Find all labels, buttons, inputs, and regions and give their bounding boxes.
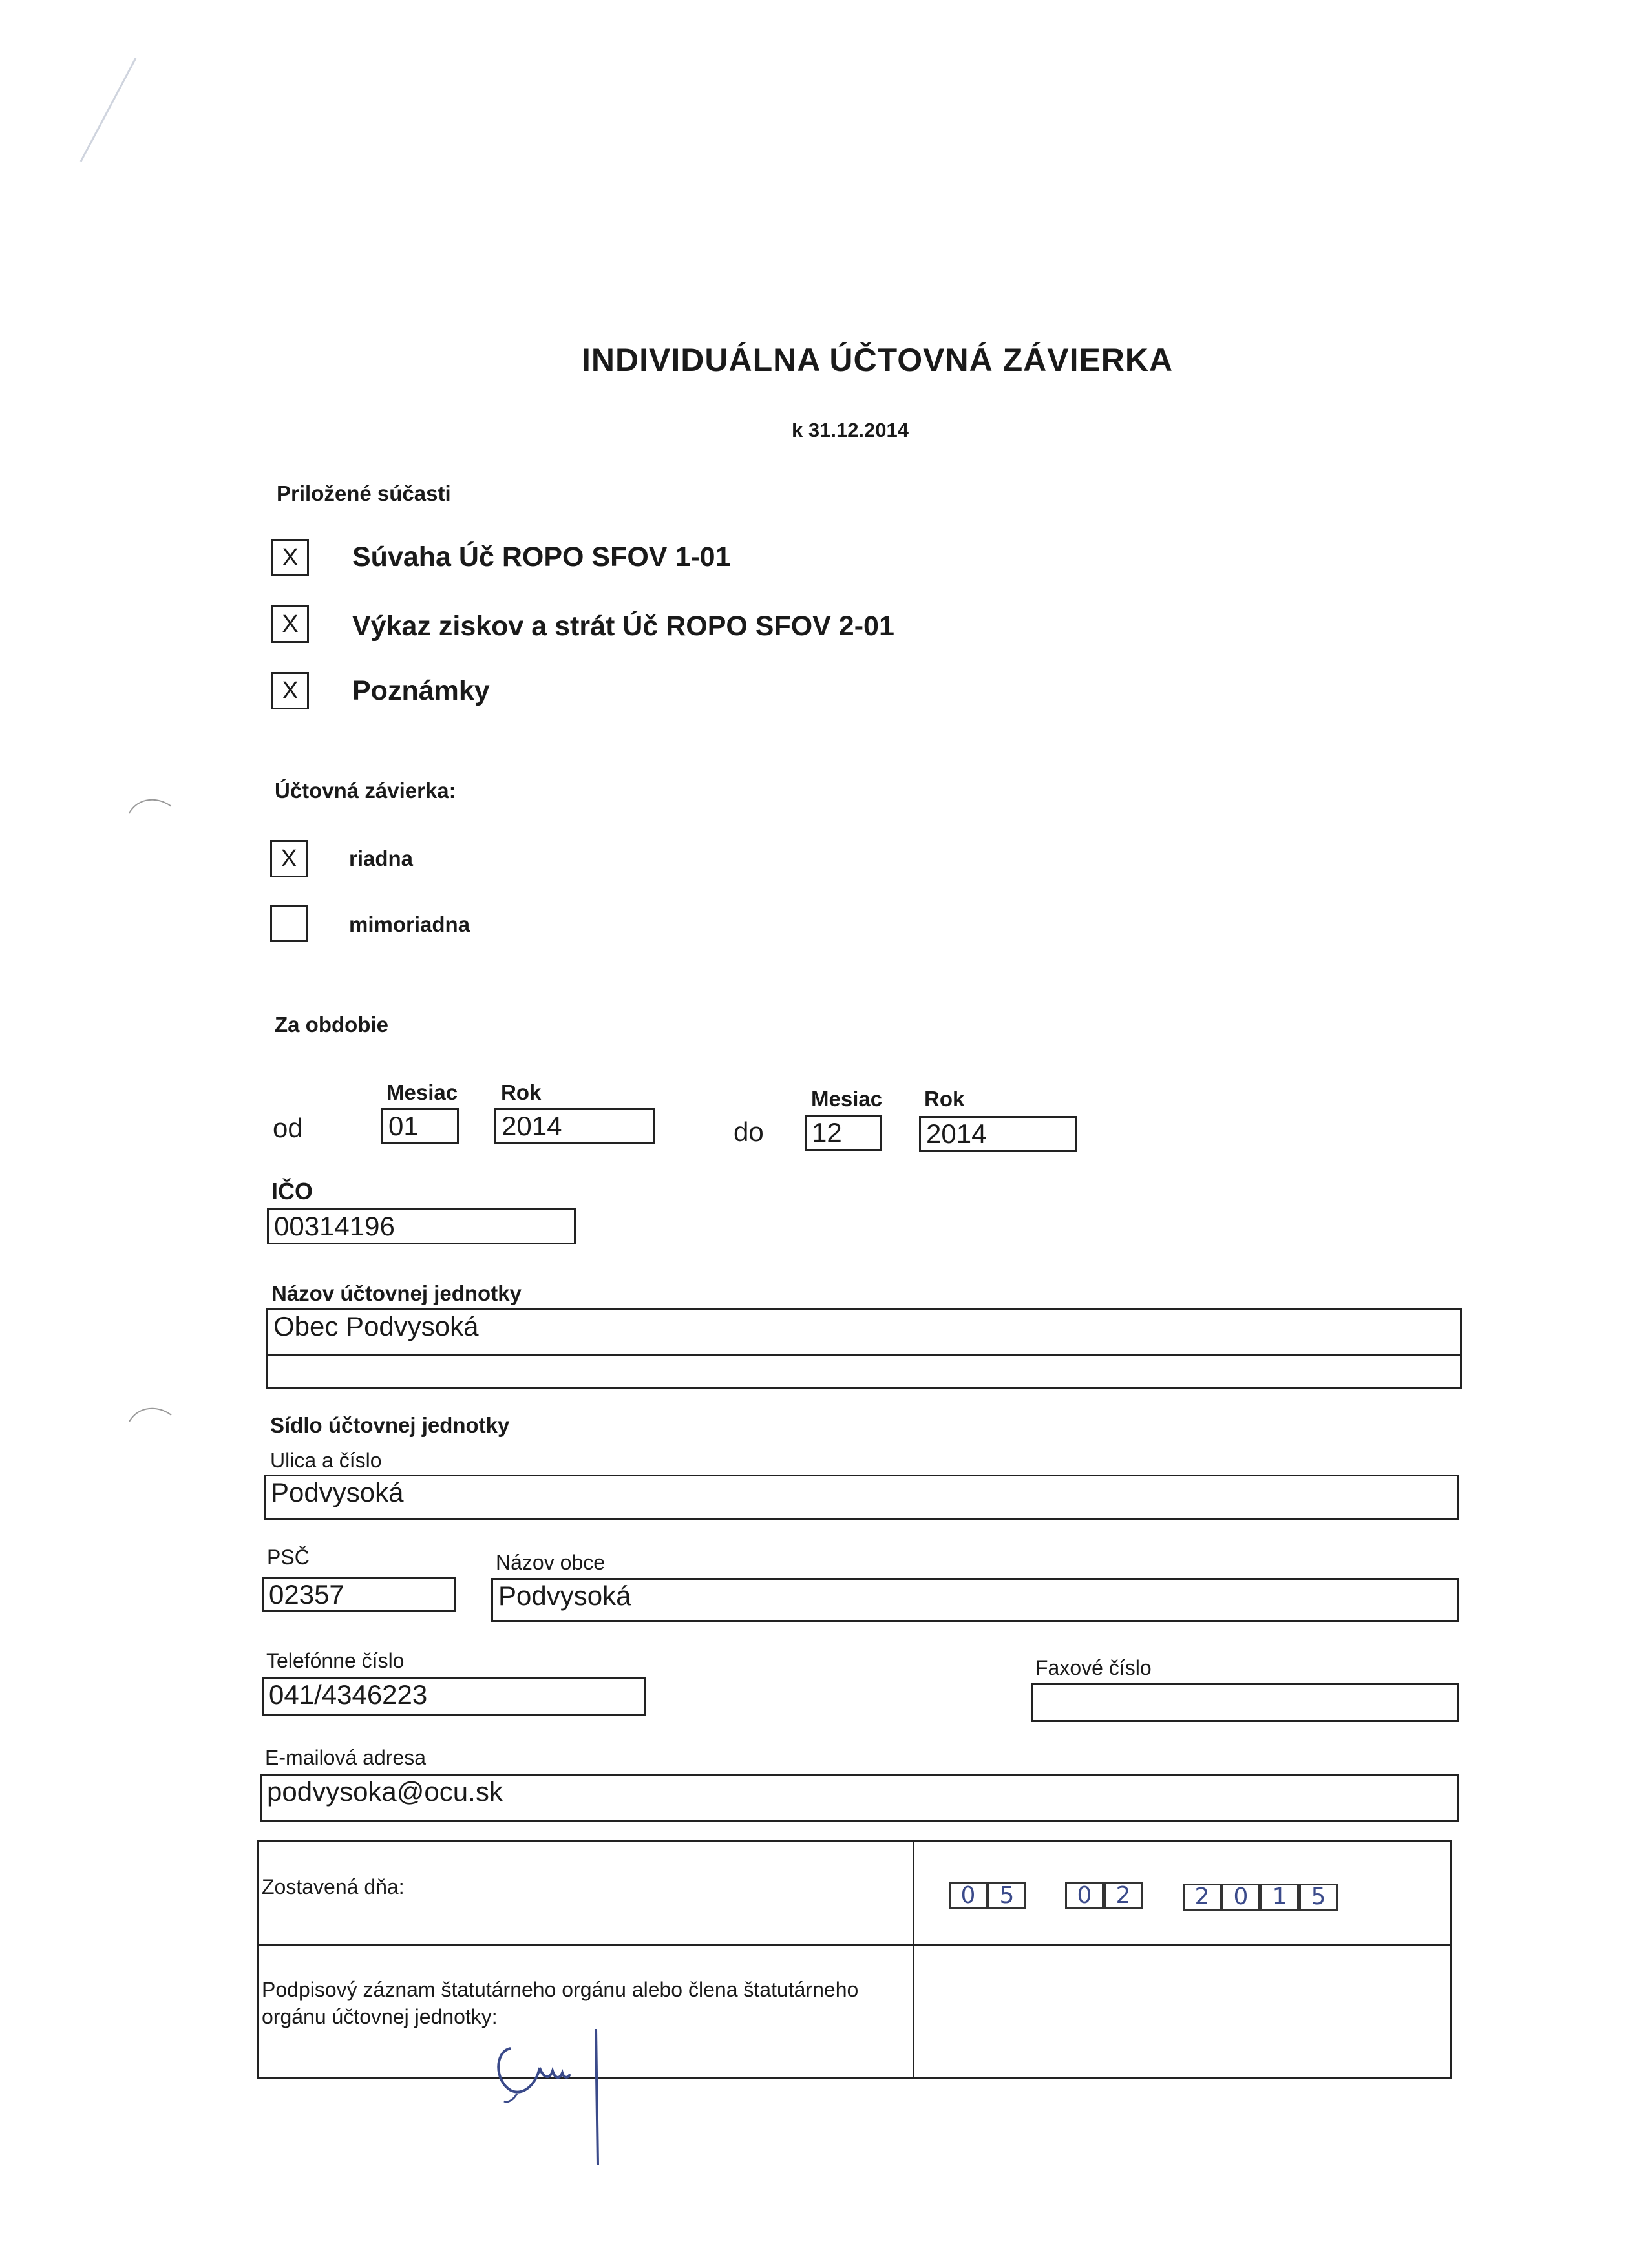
attachment-label-poznamky: Poznámky <box>352 675 490 706</box>
psc-label: PSČ <box>267 1546 310 1569</box>
year-digit-1[interactable]: 2 <box>1183 1884 1221 1911</box>
statement-label-riadna: riadna <box>349 846 414 870</box>
statement-type-heading: Účtovná závierka: <box>275 779 456 803</box>
period-heading: Za obdobie <box>275 1013 388 1036</box>
phone-label: Telefónne číslo <box>266 1649 405 1672</box>
address-heading: Sídlo účtovnej jednotky <box>270 1413 510 1437</box>
month-digit-2[interactable]: 2 <box>1104 1882 1143 1909</box>
punch-mark-1 <box>126 793 178 819</box>
month-digit-1[interactable]: 0 <box>1065 1882 1104 1909</box>
psc-field[interactable]: 02357 <box>262 1577 456 1612</box>
handwritten-signature <box>478 2016 620 2165</box>
table-vertical-divider <box>913 1842 914 2077</box>
signature-label: Podpisový záznam štatutárneho orgánu alebo člena štatutárneho orgánu účtovnej jednotky: <box>262 1978 859 2028</box>
punch-mark-2 <box>126 1402 178 1428</box>
from-year-label: Rok <box>501 1080 542 1104</box>
email-label: E-mailová adresa <box>265 1746 426 1769</box>
day-digit-1[interactable]: 0 <box>949 1882 988 1909</box>
statement-label-mimoriadna: mimoriadna <box>349 912 470 936</box>
attachments-heading: Priložené súčasti <box>277 481 451 505</box>
year-digit-3[interactable]: 1 <box>1260 1884 1299 1911</box>
entity-name-field-line2[interactable] <box>266 1354 1462 1389</box>
entity-name-field-line1[interactable]: Obec Podvysoká <box>266 1308 1462 1356</box>
document-title: INDIVIDUÁLNA ÚČTOVNÁ ZÁVIERKA <box>582 342 1174 378</box>
attachment-checkbox-poznamky[interactable]: X <box>271 672 309 709</box>
email-field[interactable]: podvysoka@ocu.sk <box>260 1774 1459 1822</box>
to-year-field[interactable]: 2014 <box>919 1116 1077 1152</box>
attachment-label-vykaz: Výkaz ziskov a strát Úč ROPO SFOV 2-01 <box>352 611 894 642</box>
ico-field[interactable]: 00314196 <box>267 1208 576 1244</box>
to-label: do <box>734 1117 764 1147</box>
to-month-label: Mesiac <box>811 1087 883 1111</box>
phone-field[interactable]: 041/4346223 <box>262 1677 646 1716</box>
to-year-label: Rok <box>924 1087 965 1111</box>
to-month-field[interactable]: 12 <box>805 1115 882 1151</box>
table-horizontal-divider <box>259 1944 1450 1946</box>
document-date: k 31.12.2014 <box>792 419 909 441</box>
from-label: od <box>273 1113 303 1143</box>
street-label: Ulica a číslo <box>270 1449 382 1472</box>
fax-label: Faxové číslo <box>1035 1656 1152 1679</box>
day-digit-2[interactable]: 5 <box>988 1882 1026 1909</box>
city-field[interactable]: Podvysoká <box>491 1578 1459 1622</box>
ico-label: IČO <box>271 1178 313 1204</box>
signature-table <box>257 1840 1452 2079</box>
scan-mark-top-left <box>71 52 149 168</box>
year-digit-2[interactable]: 0 <box>1221 1884 1260 1911</box>
entity-name-label: Názov účtovnej jednotky <box>271 1281 522 1305</box>
from-year-field[interactable]: 2014 <box>494 1108 655 1144</box>
from-month-label: Mesiac <box>386 1080 458 1104</box>
fax-field[interactable] <box>1031 1683 1459 1722</box>
statement-checkbox-riadna[interactable]: X <box>270 840 308 877</box>
street-field[interactable]: Podvysoká <box>264 1475 1459 1520</box>
compiled-date-label: Zostavená dňa: <box>262 1875 405 1898</box>
from-month-field[interactable]: 01 <box>381 1108 459 1144</box>
city-label: Názov obce <box>496 1551 605 1574</box>
year-digit-4[interactable]: 5 <box>1299 1884 1338 1911</box>
attachment-checkbox-vykaz[interactable]: X <box>271 605 309 643</box>
attachment-checkbox-suvaha[interactable]: X <box>271 539 309 576</box>
attachment-label-suvaha: Súvaha Úč ROPO SFOV 1-01 <box>352 541 731 572</box>
statement-checkbox-mimoriadna[interactable] <box>270 905 308 942</box>
